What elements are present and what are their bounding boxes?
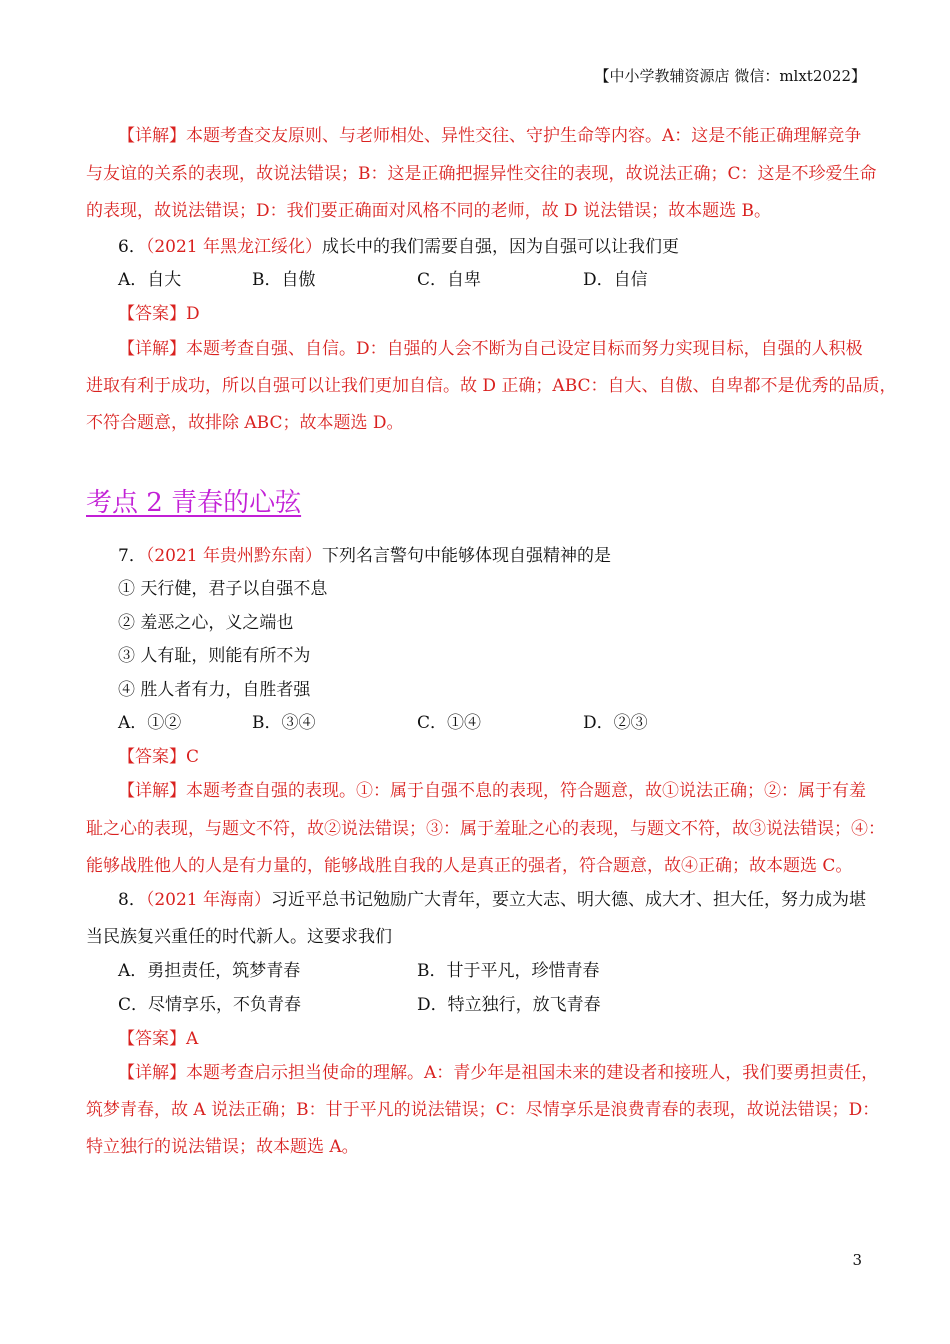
answer: 【答案】D <box>118 304 200 324</box>
explanation-line: 不符合题意，故排除 ABC；故本题选 D。 <box>86 413 404 433</box>
explanation-line: 筑梦青春，故 A 说法正确；B：甘于平凡的说法错误；C：尽情享乐是浪费青春的表现，故说法错误；D： <box>86 1100 880 1120</box>
option-d: D．②③ <box>583 713 648 733</box>
answer: 【答案】A <box>118 1029 199 1049</box>
question-source: （2021 年贵州黔东南） <box>145 546 322 566</box>
option-a: A．自大 <box>118 270 182 290</box>
question-text: 下列名言警句中能够体现自强精神的是 <box>322 546 611 566</box>
explanation-line: 与友谊的关系的表现，故说法错误；B：这是正确把握异性交往的表现，故说法正确；C：这是不珍爱生命 <box>86 164 877 184</box>
option-b: B．③④ <box>252 713 316 733</box>
question-text: 习近平总书记勉励广大青年，要立大志、明大德、成大才、担大任，努力成为堪 <box>271 890 866 910</box>
explanation-line: 进取有利于成功，所以自强可以让我们更加自信。故 D 正确；ABC：自大、自傲、自卑都不是优秀的品质， <box>86 376 897 396</box>
question-7-stem <box>118 545 611 567</box>
section-heading: 考点 2 青春的心弦 <box>86 488 302 518</box>
option-c: C．尽情享乐，不负青春 <box>118 995 302 1015</box>
question-number: 7． <box>118 546 146 566</box>
option-a: A．①② <box>118 713 182 733</box>
explanation-line: 耻之心的表现，与题文不符，故②说法错误；③：属于羞耻之心的表现，与题文不符，故③说法错误；④： <box>86 819 885 839</box>
question-text: 成长中的我们需要自强，因为自强可以让我们更 <box>322 237 679 257</box>
explanation-line: 【详解】本题考查自强的表现。①：属于自强不息的表现，符合题意，故①说法正确；②：属于有羞 <box>118 781 866 801</box>
question-source: （2021 年海南） <box>145 890 271 910</box>
explanation-line: 能够战胜他人的人是有力量的，能够战胜自我的人是真正的强者，符合题意，故④正确；故本题选 C。 <box>86 856 853 876</box>
header-source: 【中小学教辅资源店 微信：mlxt2022】 <box>594 67 866 85</box>
option-b: B．自傲 <box>252 270 316 290</box>
question-number: 8． <box>118 890 146 910</box>
option-d: D．特立独行，放飞青春 <box>417 995 601 1015</box>
question-6-stem <box>118 236 679 258</box>
statement-3: ③ 人有耻，则能有所不为 <box>118 646 311 666</box>
question-8-stem <box>118 889 866 911</box>
option-b: B．甘于平凡，珍惜青春 <box>417 961 600 981</box>
explanation-line: 【详解】本题考查自强、自信。D：自强的人会不断为自己设定目标而努力实现目标，自强的人积极 <box>118 339 863 359</box>
statement-4: ④ 胜人者有力，自胜者强 <box>118 680 311 700</box>
option-a: A．勇担责任，筑梦青春 <box>118 961 301 981</box>
explanation-line: 【详解】本题考查交友原则、与老师相处、异性交往、守护生命等内容。A：这是不能正确理解竞争 <box>118 126 862 146</box>
explanation-line: 【详解】本题考查启示担当使命的理解。A：青少年是祖国未来的建设者和接班人，我们要勇担责任， <box>118 1063 879 1083</box>
question-number: 6． <box>118 237 146 257</box>
option-d: D．自信 <box>583 270 648 290</box>
question-source: （2021 年黑龙江绥化） <box>145 237 322 257</box>
option-c: C．①④ <box>417 713 482 733</box>
question-text: 当民族复兴重任的时代新人。这要求我们 <box>86 927 392 947</box>
explanation-line: 特立独行的说法错误；故本题选 A。 <box>86 1137 359 1157</box>
statement-2: ② 羞恶之心，义之端也 <box>118 613 294 633</box>
page-number: 3 <box>852 1251 862 1269</box>
explanation-line: 的表现，故说法错误；D：我们要正确面对风格不同的老师，故 D 说法错误；故本题选 B。 <box>86 201 771 221</box>
statement-1: ① 天行健，君子以自强不息 <box>118 579 328 599</box>
answer: 【答案】C <box>118 747 200 767</box>
option-c: C．自卑 <box>417 270 482 290</box>
